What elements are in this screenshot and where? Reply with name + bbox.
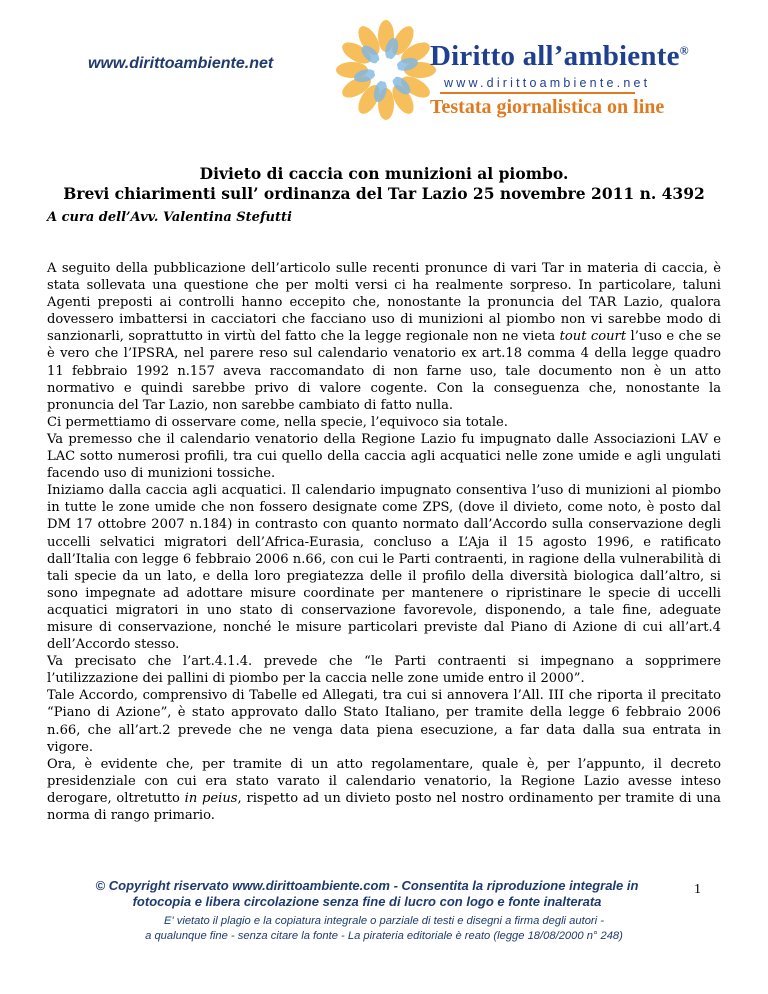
article-title [0,164,768,204]
article-title-line-2: Brevi chiarimenti sull’ ordinanza del Tar Lazio 25 novembre 2011 n. 4392 [63,184,705,203]
logo-url: www.dirittoambiente.net [444,76,651,90]
paragraph-1: A seguito della pubblicazione dell’articolo sulle recenti pronunce di vari Tar in materia di caccia, è stata sollevata una questione che per molti versi ci ha realmente sorpreso. In particolare, taluni Agenti preposti ai controlli hanno eccepito che, nonostante la pronuncia del TAR Lazio, qualora dovessero imbattersi in cacciatori che facciano uso di munizioni al piombo non vi sarebbe modo di sanzionarli, soprattutto in virtù del fatto che la legge regionale non ne vieta tout court l’uso e che se è vero che l’IPSRA, nel parere reso sul calendario venatorio ex art.18 comma 4 della legge quadro 11 febbraio 1992 n.157 aveva raccomandato di non farne uso, tale documento non è un atto normativo e quindi sarebbe privo di valore cogente. Con la conseguenza che, nonostante la pronuncia del Tar Lazio, non sarebbe cambiato di fatto nulla. [47,261,721,413]
copyright-notice: © Copyright riservato www.dirittoambiente.com - Consentita la riproduzione integrale in fotocopia e libera circolazione senza fine di lucro con logo e fonte inalterata [95,878,639,909]
paragraph-2: Ci permettiamo di osservare come, nella specie, l’equivoco sia totale. [47,414,508,430]
logo-tagline: Testata giornalistica on line [430,96,665,118]
logo-divider [440,92,635,94]
sun-logo-icon [336,20,436,120]
paragraph-5: Va precisato che l’art.4.1.4. prevede che “le Parti contraenti si impegnano a sopprimere l’utilizzazione dei pallini di piombo per la caccia nelle zone umide entro il 2000”. [47,654,721,687]
paragraph-6: Tale Accordo, comprensivo di Tabelle ed Allegati, tra cui si annovera l’All. III che riporta il precitato “Piano di Azione”, è stato approvato dallo Stato Italiano, per tramite della legge 6 febbraio 2006 n.66, che all’art.2 prevede che ne venga data piena esecuzione, a far data dalla sua entrata in vigore. [47,688,721,755]
registered-mark: ® [679,43,689,58]
article-body [47,260,721,824]
paragraph-7: Ora, è evidente che, per tramite di un atto regolamentare, quale è, per l’appunto, il decreto presidenziale con cui era stato varato il calendario venatorio, la Regione Lazio avesse inteso derogare, oltretutto in peius, rispetto ad un divieto posto nel nostro ordinamento per tramite di una norma di rango primario. [47,756,721,823]
site-url[interactable]: www.dirittoambiente.net [88,55,274,72]
page-number: 1 [694,882,701,897]
article-author: A cura dell’Avv. Valentina Stefutti [47,210,292,225]
brand-logo [336,20,689,120]
paragraph-4: Iniziamo dalla caccia agli acquatici. Il calendario impugnato consentiva l’uso di munizioni al piombo in tutte le zone umide che non fossero designate come ZPS, (dove il divieto, come noto, è posto dal DM 17 ottobre 2007 n.184) in contrasto con quanto normato dall’Accordo sulla conservazione degli uccelli selvatici migratori dell’Africa-Eurasia, concluso a L’Aja il 15 agosto 1996, e ratificato dall’Italia con legge 6 febbraio 2006 n.66, con cui le Parti contraenti, in ragione della vulnerabilità di tali specie da un lato, e della loro pregiatezza delle il profilo della diversità biologica dall’altro, si sono impegnate ad adottare misure coordinate per mantenere o ripristinare le specie di uccelli acquatici migratori in uno stato di conservazione favorevole, disponendo, a tale fine, adeguate misure di conservazione, nonché le misure particolari previste dal Piano di Azione di cui all’art.4 dell’Accordo stesso. [47,483,721,653]
plagiarism-warning: E' vietato il plagio e la copiatura integrale o parziale di testi e disegni a firma degli autori - a qualunque fine - senza citare la fonte - La pirateria editoriale è reato (legge 18/08/2000 n° 248) [145,915,623,942]
paragraph-3: Va premesso che il calendario venatorio della Regione Lazio fu impugnato dalle Associazioni LAV e LAC sotto numerosi profili, tra cui quello della caccia agli acquatici nelle zone umide e agli ungulati facendo uso di munizioni tossiche. [47,431,721,482]
logo-title: Diritto all’ambiente® [430,40,689,72]
article-title-line-1: Divieto di caccia con munizioni al piombo. [199,164,569,183]
